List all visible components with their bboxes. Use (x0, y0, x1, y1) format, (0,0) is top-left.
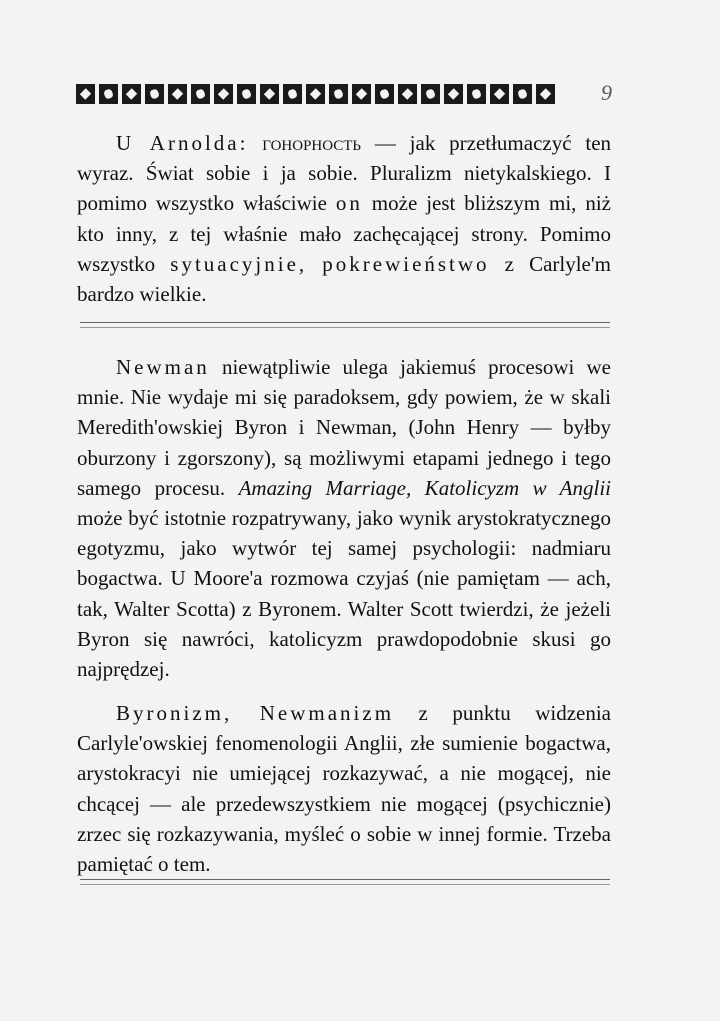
paragraph-arnold: U Arnolda: гонорность — jak przetłumaczyć ten wyraz. Świat sobie i ja sobie. Pluralizm nietykalskiego. I pomimo wszystko właściwie on może jest bliższym mi, niż kto inny, z tej właśnie mało zachęcającej strony. Pomimo wszystko sytuacyjnie, pokrewieństwo z Carlyle'm bardzo wielkie. (77, 131, 612, 307)
ornament-tile (306, 84, 325, 104)
ornament-tile (99, 84, 118, 104)
ornament-tile (490, 84, 509, 104)
ornament-tile (536, 84, 555, 104)
ornament-tile (375, 84, 394, 104)
ornament-tile (145, 84, 164, 104)
section-divider-top (80, 322, 610, 323)
bottom-divider-bottom (80, 884, 610, 885)
arnolda-text: U Arnolda: (116, 131, 249, 155)
ornament-tile (398, 84, 417, 104)
ornament-tile (467, 84, 486, 104)
italic-titles: Amazing Marriage, Katolicyzm w Anglii (238, 475, 611, 500)
page-number: 9 (601, 80, 612, 105)
ornament-tile (329, 84, 348, 104)
ornament-tile (283, 84, 302, 104)
section-divider-bottom (80, 327, 610, 328)
ornament-tile (444, 84, 463, 104)
ornament-tile (122, 84, 141, 104)
paragraph-byronizm: Byronizm, Newmanizm z punktu widzenia Carlyle'owskiej fenomenologii Anglii, złe sumienie bogactwa, arystokracyi nie umiejącej rozkazywać, a nie mogącej, nie chcącej — ale przedewszystkiem nie mogącej (psychicznie) zrzec się rozkazywania, myśleć o sobie w innej formie. Trzeba pamiętać o tem. (77, 701, 611, 877)
ornament-tile (352, 84, 371, 104)
byronizm-words: Byronizm, Newmanizm (116, 701, 395, 725)
bottom-divider-top (80, 879, 610, 880)
russian-word: гонорность (262, 131, 362, 155)
page-header (76, 80, 636, 108)
ornament-tile (214, 84, 233, 104)
ornament-tile (513, 84, 532, 104)
ornament-tile (76, 84, 95, 104)
ornament-tile (237, 84, 256, 104)
ornament-tile (421, 84, 440, 104)
ornament-tile (191, 84, 210, 104)
decorative-border-icon (76, 84, 590, 104)
paragraph-newman: Newman niewątpliwie ulega jakiemuś procesowi we mnie. Nie wydaje mi się paradoksem, gdy powiem, że w skali Meredith'owskiej Byron i Newman, (John Henry — byłby oburzony i zgorszony), są możliwymi etapami jednego i tego samego procesu. Amazing Marriage, Katolicyzm w Anglii może być istotnie rozpatrywany, jako wynik arystokratycznego egotyzmu, jako wytwór tej samej psychologii: nadmiaru bogactwa. U Moore'a rozmowa czyjaś (nie pamiętam — ach, tak, Walter Scotta) z Byronem. Walter Scott twierdzi, że jeżeli Byron się nawróci, katolicyzm prawdopodobnie skusi go najprędzej. (77, 355, 611, 682)
ornament-tile (260, 84, 279, 104)
ornament-tile (168, 84, 187, 104)
newman-word: Newman (116, 355, 210, 379)
